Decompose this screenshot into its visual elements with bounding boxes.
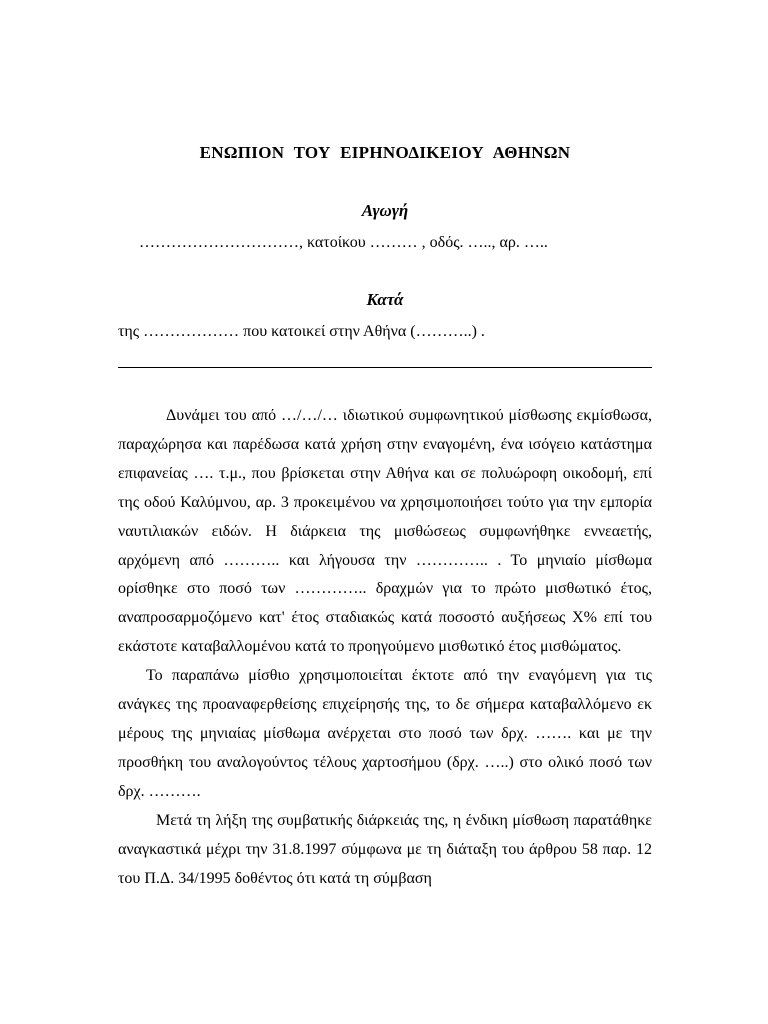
action-heading: Αγωγή [361, 201, 409, 220]
document-body [118, 402, 652, 893]
body-paragraph-3: Μετά τη λήξη της συμβατικής διάρκειάς της, η ένδικη μίσθωση παρατάθηκε αναγκαστικά μέχρι την 31.8.1997 σύμφωνα με τη διάταξη του άρθρου 58 παρ. 12 του Π.Δ. 34/1995 δοθέντος ότι κατά τη σύμβαση [118, 811, 652, 887]
against-heading: Κατά [366, 290, 404, 309]
court-title: ΕΝΩΠΙΟΝ ΤΟΥ ΕΙΡΗΝΟΔΙΚΕΙΟΥ ΑΘΗΝΩΝ [199, 143, 571, 162]
body-paragraph-1: Δυνάμει του από …/…/… ιδιωτικού συμφωνητικού μίσθωσης εκμίσθωσα, παραχώρησα και παρέδωσα κατά χρήση στην εναγομένη, ένα ισόγειο κατάστημα επιφανείας …. τ.μ., που βρίσκεται στην Αθήνα και σε πολυώροφη οικοδομή, επί της οδού Καλύμνου, αρ. 3 προκειμένου να χρησιμοποιήσει τούτο για την εμπορία ναυτιλιακών ειδών. Η διάρκεια της μισθώσεως συμφωνήθηκε εννεαετής, αρχόμενη από ……….. και λήγουσα την ………….. . Το μηνιαίο μίσθωμα ορίσθηκε στο ποσό των ………….. δραχμών για το πρώτο μισθωτικό έτος, αναπροσαρμοζόμενο κατ' έτος σταδιακώς κατά ποσοστό αυξήσεως Χ% επί του εκάστοτε καταβαλλομένου κατά το προηγούμενο μισθωτικό έτος μισθώματος. [118, 407, 652, 656]
horizontal-divider [118, 367, 652, 368]
defendant-line: της ……………… που κατοικεί στην Αθήνα (………..) . [118, 323, 485, 340]
body-paragraph-2: Το παραπάνω μίσθιο χρησιμοποιείται έκτοτε από την εναγόμενη για τις ανάγκες της προαναφερθείσης επιχείρησής της, το δε σήμερα καταβαλλόμενο εκ μέρους της μηνιαίας μίσθωμα ανέρχεται στο ποσό των δρχ. ……. και με την προσθήκη του αναλογούντος τέλους χαρτοσήμου (δρχ. …..) στο ολικό ποσό των δρχ. ………. [118, 667, 652, 800]
plaintiff-line: …………………………, κατοίκου ……… , οδός. ….., αρ. ….. [139, 234, 548, 251]
